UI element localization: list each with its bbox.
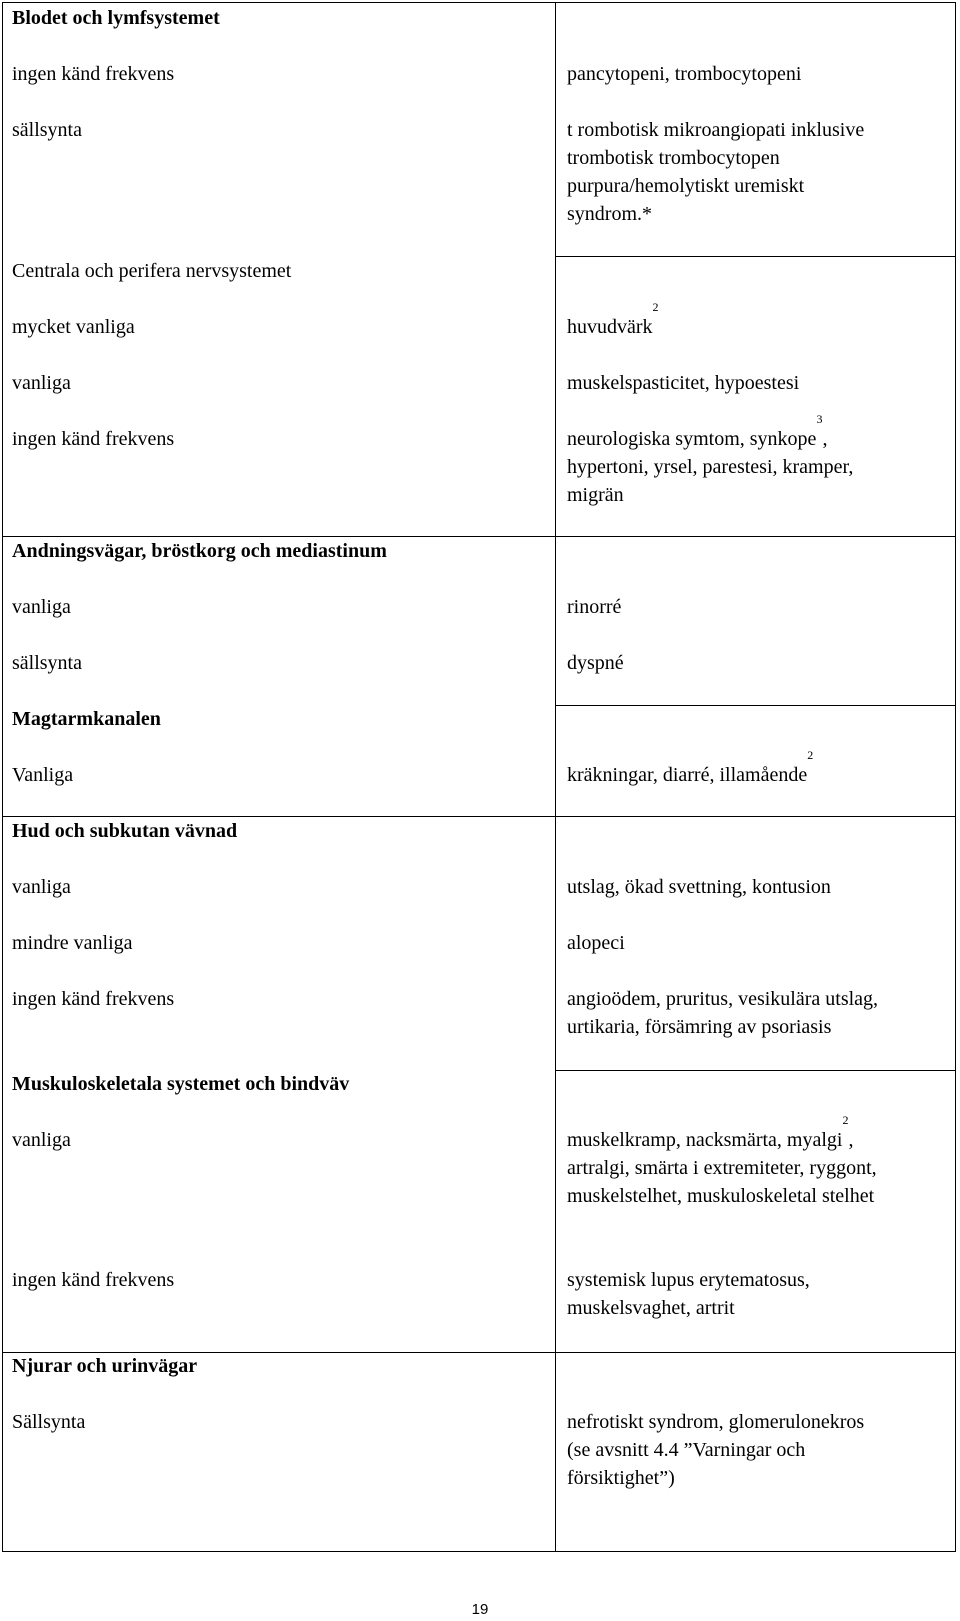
effects-text: muskelsvaghet, artrit xyxy=(567,1297,735,1319)
frequency-label: ingen känd frekvens xyxy=(12,1269,175,1291)
frequency-label: mycket vanliga xyxy=(12,316,135,338)
frequency-label: sällsynta xyxy=(12,119,82,141)
footnote-ref: 3 xyxy=(816,412,823,426)
frequency-label: vanliga xyxy=(12,372,71,394)
frequency-label: Vanliga xyxy=(12,764,74,786)
effects-text: t rombotisk mikroangiopati inklusive xyxy=(567,119,865,141)
footnote-ref: 2 xyxy=(652,300,659,314)
effects-text: neurologiska symtom, synkope$^3$, xyxy=(567,412,828,450)
frequency-label: vanliga xyxy=(12,1129,71,1151)
effects-text: urtikaria, försämring av psoriasis xyxy=(567,1016,832,1038)
frequency-label: Sällsynta xyxy=(12,1411,86,1433)
section-title-musculoskeletal: Muskuloskeletala systemet och bindväv xyxy=(12,1073,350,1095)
effects-text: muskelspasticitet, hypoestesi xyxy=(567,372,800,394)
effects-text: nefrotiskt syndrom, glomerulonekros xyxy=(567,1411,865,1433)
effects-text: (se avsnitt 4.4 ”Varningar och xyxy=(567,1439,806,1461)
effects-text: huvudvärk$^2$ xyxy=(567,300,659,338)
effects-text: försiktighet”) xyxy=(567,1467,675,1489)
frequency-label: ingen känd frekvens xyxy=(12,988,175,1010)
effects-text: syndrom.* xyxy=(567,203,652,225)
effects-text: artralgi, smärta i extremiteter, ryggont, xyxy=(567,1157,877,1179)
section-title-skin: Hud och subkutan vävnad xyxy=(12,820,238,842)
frequency-label: sällsynta xyxy=(12,652,82,674)
effects-text: rinorré xyxy=(567,596,622,618)
effects-text: systemisk lupus erytematosus, xyxy=(567,1269,810,1291)
frequency-label: ingen känd frekvens xyxy=(12,63,175,85)
page-number: 19 xyxy=(471,1601,489,1618)
effects-text: muskelstelhet, muskuloskeletal stelhet xyxy=(567,1185,875,1207)
frequency-label: vanliga xyxy=(12,596,71,618)
frequency-label: ingen känd frekvens xyxy=(12,428,175,450)
effects-text: muskelkramp, nacksmärta, myalgi$^2$, xyxy=(567,1113,854,1151)
effects-text: trombotisk trombocytopen xyxy=(567,147,780,169)
section-title-nervous-system: Centrala och perifera nervsystemet xyxy=(12,260,292,282)
effects-text: kräkningar, diarré, illamående$^2$ xyxy=(567,748,814,786)
effects-text: dyspné xyxy=(567,652,624,674)
section-title-gastrointestinal: Magtarmkanalen xyxy=(12,708,161,730)
section-title-blood: Blodet och lymfsystemet xyxy=(12,7,220,29)
section-title-renal: Njurar och urinvägar xyxy=(12,1355,198,1377)
footnote-ref: 2 xyxy=(807,748,814,762)
effects-text: pancytopeni, trombocytopeni xyxy=(567,63,802,85)
effects-text: purpura/hemolytiskt uremiskt xyxy=(567,175,805,197)
effects-text: migrän xyxy=(567,484,624,506)
effects-text: angioödem, pruritus, vesikulära utslag, xyxy=(567,988,879,1010)
section-title-respiratory: Andningsvägar, bröstkorg och mediastinum xyxy=(12,540,387,562)
frequency-label: vanliga xyxy=(12,876,71,898)
frequency-label: mindre vanliga xyxy=(12,932,133,954)
effects-text: alopeci xyxy=(567,932,625,954)
effects-text: utslag, ökad svettning, kontusion xyxy=(567,876,831,898)
effects-text: hypertoni, yrsel, parestesi, kramper, xyxy=(567,456,854,478)
footnote-ref: 2 xyxy=(842,1113,849,1127)
